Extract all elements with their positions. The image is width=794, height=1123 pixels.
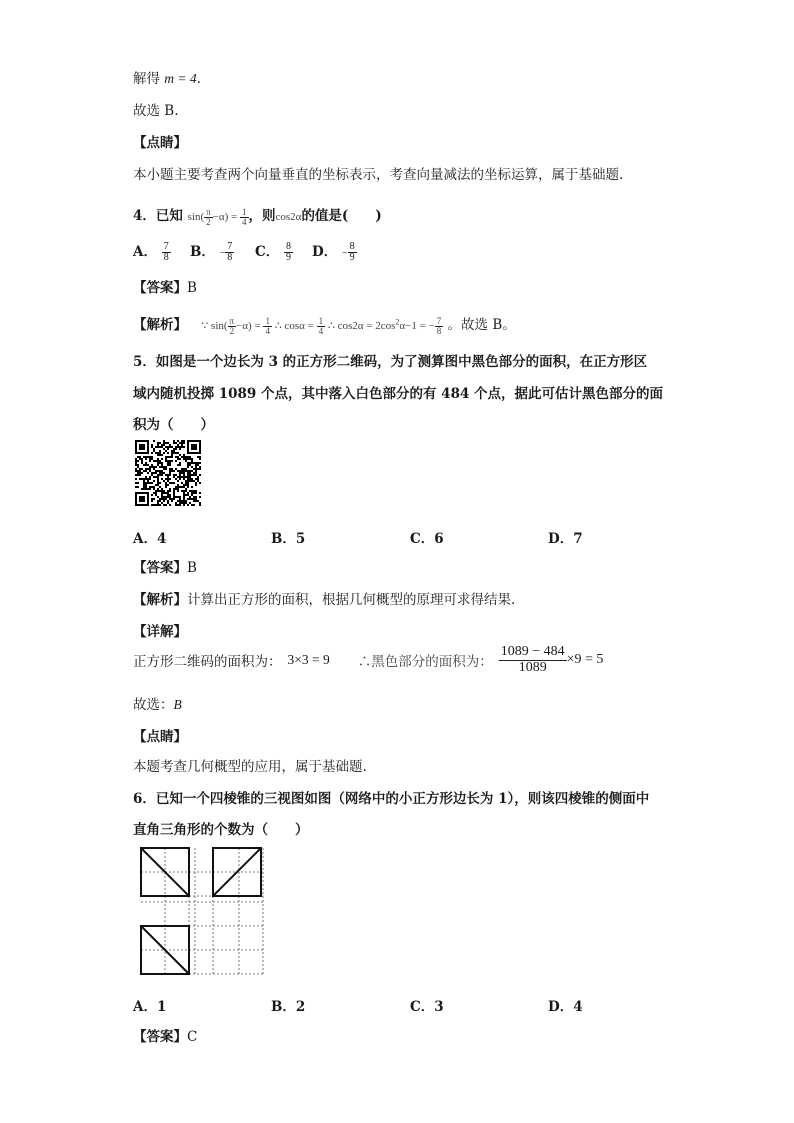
q5-detail-area: 3×3 = 9 (287, 652, 330, 668)
q4-answer-value: B (187, 280, 197, 296)
prev-choose-line: 故选 B. (133, 103, 179, 119)
q4-option-c (255, 240, 293, 264)
prev-dianjing-tag: 【点睛】 (133, 135, 187, 151)
q5-analysis-line (133, 588, 515, 608)
q5-detail-prefix: 正方形二维码的面积为： (133, 654, 282, 671)
q5-analysis-text: 计算出正方形的面积，根据几何概型的原理可求得结果. (187, 592, 516, 608)
solve-math: m = 4 (164, 71, 197, 86)
q6-option-a-value: 1 (156, 999, 167, 1015)
q5-option-c-label: C． (410, 531, 435, 547)
q5-dianjing-tag: 【点睛】 (133, 729, 187, 745)
q4-stem-suffix: 的值是( ) (301, 208, 382, 224)
q5-detail-tag: 【详解】 (133, 624, 187, 640)
q5-option-c (410, 527, 444, 547)
q5-detail-fraction (499, 645, 567, 675)
q4-answer-tag: 【答案】 (133, 280, 187, 296)
q6-option-d-value: 4 (573, 999, 583, 1015)
q6-stem-line-1: 6．已知一个四棱锥的三视图如图（网络中的小正方形边长为 1），则该四棱锥的侧面中 (133, 791, 650, 807)
q6-option-b (271, 995, 305, 1015)
q4-option-a (133, 240, 171, 264)
q4-target: cos2α (275, 211, 302, 223)
q5-option-b (271, 527, 305, 547)
q6-answer-value: C (187, 1029, 198, 1045)
prev-dianjing-text: 本小题主要考查两个向量垂直的坐标表示，考查向量减法的坐标运算，属于基础题. (133, 167, 624, 183)
q6-answer-tag: 【答案】 (133, 1029, 187, 1045)
solve-end: . (196, 71, 201, 87)
q4-analysis-tag: 【解析】 (133, 317, 187, 333)
q4-analysis-end: 。故选 B。 (447, 317, 516, 333)
q6-option-d (548, 995, 583, 1015)
q4-option-d-label: D． (312, 244, 338, 260)
q6-answer-line (133, 1025, 197, 1045)
q5-option-a-value: 4 (156, 531, 167, 547)
q4-stem (133, 204, 382, 227)
q4-analysis-line (133, 313, 516, 336)
q5-stem-line-3: 积为（ ） (133, 417, 214, 433)
q5-detail-line (133, 645, 603, 675)
q5-option-b-value: 5 (295, 531, 306, 547)
q5-choose-prefix: 故选： (133, 697, 174, 713)
q5-answer-value: B (187, 560, 197, 576)
three-view-diagram (138, 845, 266, 977)
q4-answer-line (133, 276, 197, 296)
q5-detail-mid: ∴黑色部分的面积为： (357, 654, 493, 671)
q5-stem-line-1: 5．如图是一个边长为 3 的正方形二维码，为了测算图中黑色部分的面积，在正方形区 (133, 354, 648, 370)
q6-option-b-label: B． (271, 999, 296, 1015)
q6-option-b-value: 2 (295, 999, 306, 1015)
q5-choose-value: B (173, 697, 182, 712)
q4-option-b-label: B． (190, 244, 215, 260)
q4-option-a-value: $\frac{7}{8}$ (163, 240, 169, 263)
q4-stem-prefix: 4．已知 (133, 208, 183, 224)
q5-option-b-label: B． (271, 531, 296, 547)
q5-option-a (133, 527, 166, 547)
q5-option-d-label: D． (548, 531, 574, 547)
q6-option-c (410, 995, 444, 1015)
q6-option-d-label: D． (548, 999, 574, 1015)
q6-option-c-label: C． (410, 999, 435, 1015)
q4-option-d: D． − $\frac{8}{9}$ (312, 240, 355, 263)
q4-option-d-value: $\frac{8}{9}$ (349, 240, 355, 263)
q5-option-a-label: A． (133, 531, 157, 547)
q5-analysis-tag: 【解析】 (133, 592, 187, 608)
q5-stem-line-2: 域内随机投掷 1089 个点，其中落入白色部分的有 484 个点，据此可估计黑色部分的面 (133, 386, 664, 402)
q5-choose-line (133, 693, 182, 713)
q4-option-a-label: A． (133, 244, 157, 260)
q5-option-c-value: 6 (434, 531, 444, 547)
q5-option-d-value: 7 (573, 531, 583, 547)
q4-option-c-label: C． (255, 244, 280, 260)
q4-condition: sin( $\frac{\pi}{2}$ −α) = $\frac{1}{4}$ (187, 206, 247, 227)
q4-option-b-value: $\frac{7}{8}$ (227, 240, 233, 263)
q5-answer-line (133, 556, 197, 576)
q6-option-a-label: A． (133, 999, 157, 1015)
q4-option-c-value: $\frac{8}{9}$ (285, 240, 291, 263)
q6-option-c-value: 3 (434, 999, 444, 1015)
q6-stem-line-2: 直角三角形的个数为（ ） (133, 822, 309, 838)
prev-solution-line (133, 67, 201, 87)
q4-option-b: B． − $\frac{7}{8}$ (190, 240, 233, 263)
q5-detail-tail: ×9 = 5 (566, 652, 604, 668)
q6-option-a (133, 995, 166, 1015)
q5-option-d (548, 527, 583, 547)
q5-answer-tag: 【答案】 (133, 560, 187, 576)
q4-stem-mid: ，则 (248, 208, 276, 224)
solve-label: 解得 (133, 71, 160, 87)
q5-dianjing-text: 本题考查几何概型的应用，属于基础题. (133, 759, 367, 775)
qr-code-image (135, 440, 201, 508)
q5-fraction-numerator: 1089 − 484 (500, 644, 565, 659)
q4-analysis-math: ∵ sin( $\frac{\pi}{2}$ −α) = $\frac{1}{4}$ ∴ cosα = $\frac{1}{4}$ ∴ $\cos 2\alpha = 2\cos^2\alpha-1$ = − $\frac{7}{8}$ (201, 315, 442, 336)
q5-fraction-denominator: 1089 (518, 659, 547, 675)
